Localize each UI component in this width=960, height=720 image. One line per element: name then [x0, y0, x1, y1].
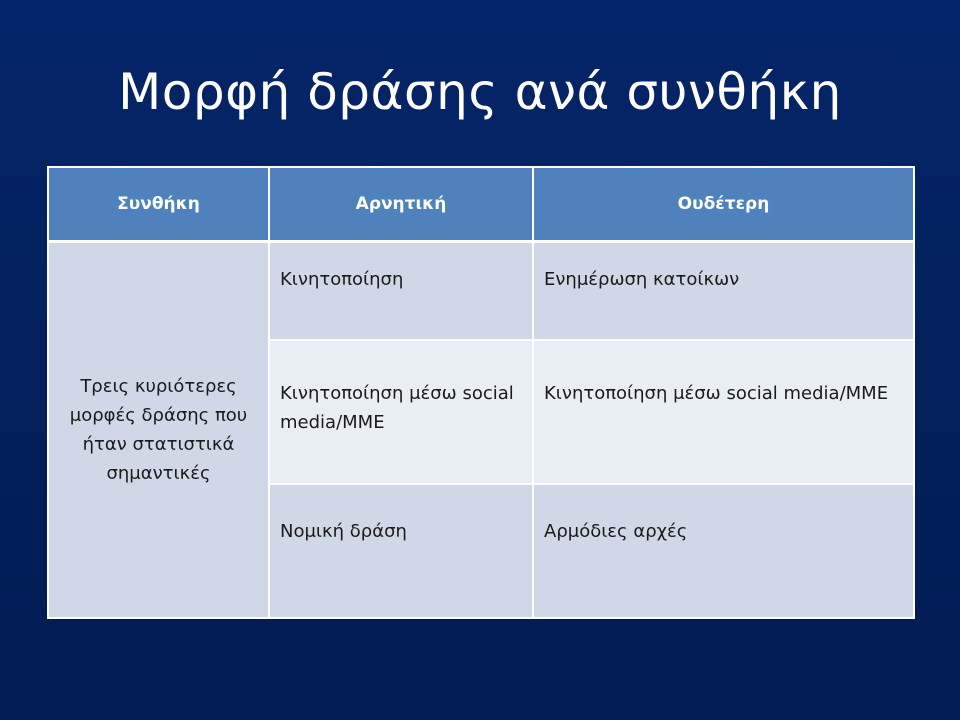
header-condition: Συνθήκη [48, 167, 269, 242]
neutral-cell: Αρμόδιες αρχές [533, 484, 914, 618]
negative-cell: Κινητοποίηση μέσω social media/ΜΜΕ [269, 340, 533, 484]
action-form-table [47, 166, 915, 619]
table-row [48, 242, 914, 341]
condition-cell: Τρεις κυριότερες μορφές δράσης που ήταν στατιστικά σημαντικές [48, 242, 269, 619]
slide-title: Μορφή δράσης ανά συνθήκη [118, 63, 842, 121]
table-header-row [48, 167, 914, 242]
neutral-cell: Ενημέρωση κατοίκων [533, 242, 914, 341]
neutral-cell: Κινητοποίηση μέσω social media/ΜΜΕ [533, 340, 914, 484]
negative-cell: Νομική δράση [269, 484, 533, 618]
header-neutral: Ουδέτερη [533, 167, 914, 242]
header-negative: Αρνητική [269, 167, 533, 242]
negative-cell: Κινητοποίηση [269, 242, 533, 341]
